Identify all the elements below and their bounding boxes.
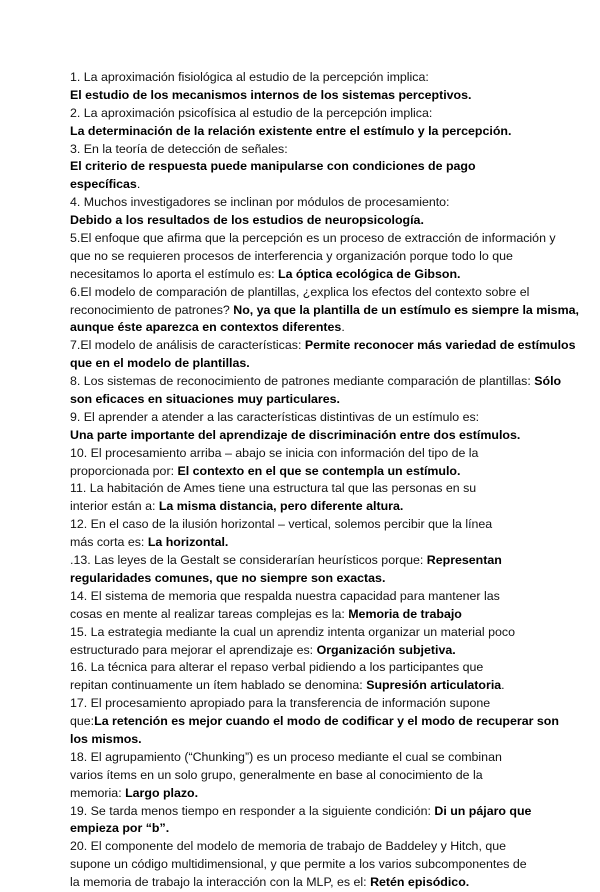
question-text: memoria: <box>70 785 126 800</box>
text-line <box>70 820 540 838</box>
text-line <box>70 874 540 892</box>
answer-text: Supresión articulatoria <box>366 678 502 693</box>
answer-text: empieza por “b”. <box>70 821 170 836</box>
question-text: 11. La habitación de Ames tiene una estructura tal que las personas en su <box>70 481 477 496</box>
text-line <box>70 624 540 642</box>
question-text: 14. El sistema de memoria que respalda nuestra capacidad para mantener las <box>70 588 500 603</box>
trailing-punctuation: . <box>136 177 141 192</box>
text-line <box>70 337 576 355</box>
text-line <box>70 176 540 194</box>
question-text: la memoria de trabajo la interacción con la MLP, es el: <box>70 875 371 890</box>
text-line <box>70 856 540 874</box>
question-text: 6.El modelo de comparación de plantillas, ¿explica los efectos del contexto sobre el <box>70 284 530 299</box>
answer-text: Memoria de trabajo <box>348 606 462 621</box>
text-line <box>70 212 540 230</box>
text-line <box>70 659 540 677</box>
question-text: 2. La aproximación psicofísica al estudio de la percepción implica: <box>70 105 433 120</box>
answer-text: Permite reconocer más variedad de estímulos <box>304 338 576 353</box>
question-text: 1. La aproximación fisiológica al estudio de la percepción implica: <box>70 70 429 84</box>
text-line <box>70 69 540 87</box>
question-text: 17. El procesamiento apropiado para la transferencia de información supone <box>70 696 491 711</box>
text-line <box>70 391 540 409</box>
question-text: 8. Los sistemas de reconocimiento de patrones mediante comparación de plantillas: <box>70 374 535 389</box>
text-line <box>70 445 540 463</box>
text-line <box>70 803 540 821</box>
question-text: 9. El aprender a atender a las características distintivas de un estímulo es: <box>70 409 480 424</box>
answer-text: La determinación de la relación existente entre el estímulo y la percepción. <box>70 123 512 138</box>
text-line <box>70 409 540 427</box>
question-text: que no se requieren procesos de interferencia y organización porque todo lo que <box>70 248 513 263</box>
question-text: 10. El procesamiento arriba – abajo se inicia con información del tipo de la <box>70 445 479 460</box>
text-line <box>70 480 540 498</box>
question-text: 3. En la teoría de detección de señales: <box>70 141 288 156</box>
question-text: 18. El agrupamiento (“Chunking”) es un proceso mediante el cual se combinan <box>70 749 502 764</box>
question-text: .13. Las leyes de la Gestalt se considerarían heurísticos porque: <box>70 553 427 568</box>
text-line <box>70 731 540 749</box>
text-line <box>70 123 540 141</box>
text-line <box>70 552 540 570</box>
question-text: interior están a: <box>70 499 159 514</box>
answer-text: No, ya que la plantilla de un estímulo es siempre la misma, <box>233 302 579 317</box>
answer-text: regularidades comunes, que no siempre son exactas. <box>70 570 386 585</box>
text-line <box>70 105 540 123</box>
answer-text: son eficaces en situaciones muy particulares. <box>70 392 340 407</box>
trailing-punctuation: . <box>501 678 505 693</box>
text-line <box>70 319 540 337</box>
text-line <box>70 248 540 266</box>
answer-text: Sólo <box>534 374 562 389</box>
text-line <box>70 838 540 856</box>
question-text: 4. Muchos investigadores se inclinan por módulos de procesamiento: <box>70 195 450 210</box>
answer-text: El criterio de respuesta puede manipularse con condiciones de pago <box>70 159 476 174</box>
answer-text: Organización subjetiva. <box>316 642 456 657</box>
question-text: reconocimiento de patrones? <box>70 302 234 317</box>
text-line <box>70 606 540 624</box>
trailing-punctuation: . <box>341 320 345 335</box>
answer-text: La misma distancia, pero diferente altura. <box>158 499 404 514</box>
text-line <box>70 373 562 391</box>
answer-text: Representan <box>426 553 502 568</box>
question-text: 15. La estrategia mediante la cual un aprendiz intenta organizar un material poco <box>70 624 515 639</box>
text-line <box>70 498 540 516</box>
text-line <box>70 355 540 373</box>
question-text: 7.El modelo de análisis de características: <box>70 338 305 353</box>
question-text: supone un código multidimensional, y que permite a los varios subcomponentes de <box>70 857 527 872</box>
text-line <box>70 767 540 785</box>
text-line <box>70 230 556 248</box>
text-line <box>70 713 559 731</box>
text-line <box>70 266 540 284</box>
question-text: que: <box>70 714 95 729</box>
answer-text: Una parte importante del aprendizaje de discriminación entre dos estímulos. <box>70 427 521 442</box>
text-line <box>70 284 540 302</box>
question-text: 5.El enfoque que afirma que la percepción es un proceso de extracción de información y <box>70 231 556 246</box>
answer-text: aunque éste aparezca en contextos diferentes <box>70 320 342 335</box>
question-text: 16. La técnica para alterar el repaso verbal pidiendo a los participantes que <box>70 660 484 675</box>
text-line <box>70 158 540 176</box>
text-line <box>70 570 540 588</box>
text-line <box>70 534 540 552</box>
text-line <box>70 194 540 212</box>
answer-text: La retención es mejor cuando el modo de codificar y el modo de recuperar son <box>94 714 559 729</box>
text-line <box>70 677 540 695</box>
text-line <box>70 463 540 481</box>
answer-text: Di un pájaro que <box>434 803 532 818</box>
question-text: varios ítems en un solo grupo, generalmente en base al conocimiento de la <box>70 767 483 782</box>
text-line <box>70 695 540 713</box>
answer-text: La horizontal. <box>147 535 229 550</box>
question-text: estructurado para mejorar el aprendizaje es: <box>70 642 317 657</box>
text-line <box>70 302 579 320</box>
question-text: cosas en mente al realizar tareas complejas es la: <box>70 606 349 621</box>
question-text: 12. En el caso de la ilusión horizontal – vertical, solemos percibir que la línea <box>70 517 493 532</box>
text-line <box>70 87 540 105</box>
question-text: más corta es: <box>70 535 148 550</box>
answer-text: Debido a los resultados de los estudios de neuropsicología. <box>70 213 424 228</box>
answer-text: Retén episódico. <box>370 875 470 890</box>
text-line <box>70 588 540 606</box>
question-text: proporcionada por: <box>70 463 178 478</box>
text-line <box>70 516 540 534</box>
answer-text: específicas <box>70 177 137 192</box>
text-line <box>70 749 540 767</box>
question-text: repitan continuamente un ítem hablado se denomina: <box>70 678 367 693</box>
answer-text: Largo plazo. <box>125 785 199 800</box>
text-line <box>70 141 540 159</box>
text-line <box>70 785 540 803</box>
question-text: 20. El componente del modelo de memoria de trabajo de Baddeley y Hitch, que <box>70 839 507 854</box>
answer-text: El estudio de los mecanismos internos de los sistemas perceptivos. <box>70 87 472 102</box>
answer-text: La óptica ecológica de Gibson. <box>278 266 461 281</box>
question-text: necesitamos lo aporta el estímulo es: <box>70 266 278 281</box>
answer-text: que en el modelo de plantillas. <box>70 356 250 371</box>
text-line <box>70 642 540 660</box>
answer-text: El contexto en el que se contempla un estímulo. <box>177 463 461 478</box>
answer-text: los mismos. <box>70 731 142 746</box>
text-line <box>70 427 540 445</box>
document-page <box>70 69 579 892</box>
question-text: 19. Se tarda menos tiempo en responder a la siguiente condición: <box>70 803 435 818</box>
